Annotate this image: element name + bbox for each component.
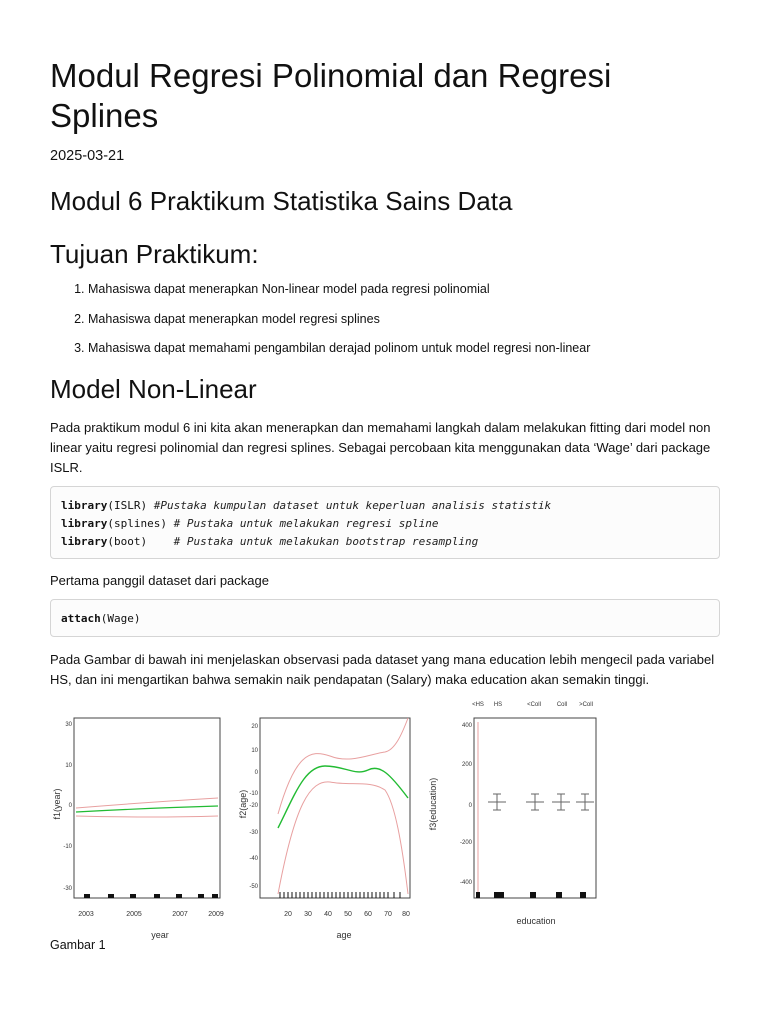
intro-paragraph: Pada praktikum modul 6 ini kita akan menerapkan dan memahami langkah dalam melakukan fitting dari model non linear yaitu regresi polinomial dan regresi splines. Sebagai percobaan kita menggunakan data ‘Wage’ dari package ISLR. xyxy=(50,420,711,475)
document-date: 2025-03-21 xyxy=(50,148,125,164)
x-tick-label: 50 xyxy=(344,911,352,918)
rug-marks xyxy=(476,892,586,898)
x-axis-label: age xyxy=(336,930,352,940)
y-tick-label: 10 xyxy=(65,763,72,769)
y-tick-label: 0 xyxy=(254,770,258,776)
x-axis-label: education xyxy=(516,916,556,926)
y-tick-label: 200 xyxy=(461,762,472,768)
x-axis-label: year xyxy=(151,930,169,940)
figure-caption: Gambar 1 xyxy=(50,938,106,952)
category-label: <HS xyxy=(472,702,484,708)
category-label: HS xyxy=(493,702,503,708)
page-title: Modul Regresi Polinomial dan Regresi Splines xyxy=(50,57,612,134)
dataset-paragraph: Pertama panggil dataset dari package xyxy=(50,573,269,588)
x-tick-label: 80 xyxy=(402,911,410,918)
category-estimates xyxy=(488,794,594,810)
y-tick-label: 0 xyxy=(468,803,472,809)
category-label: Coll xyxy=(556,702,568,708)
x-tick-label: 20 xyxy=(284,911,292,918)
section-heading-model: Model Non-Linear xyxy=(50,374,257,404)
y-tick-label: -10 xyxy=(63,844,72,850)
list-item: 2. Mahasiswa dapat menerapkan model regresi splines xyxy=(88,311,590,341)
x-tick-label: 2003 xyxy=(78,911,94,918)
category-label: >Coll xyxy=(579,702,593,708)
code-line: attach(Wage) xyxy=(61,612,141,625)
panel-education xyxy=(428,702,596,926)
panel-age xyxy=(238,718,410,940)
x-tick-label: 70 xyxy=(384,911,392,918)
y-tick-label: -200 xyxy=(459,840,472,846)
y-axis-label: f3(education) xyxy=(428,777,438,831)
code-block-attach[interactable] xyxy=(50,599,720,637)
figure-description-paragraph: Pada Gambar di bawah ini menjelaskan observasi pada dataset yang mana education lebih mengecil pada variabel HS, dan ini mengartikan bahwa semakin naik pendapatan (Salary) maka education akan semakin tinggi. xyxy=(50,652,715,687)
confidence-band-lower xyxy=(76,816,218,817)
rug-marks xyxy=(84,894,218,898)
panel-year xyxy=(52,718,224,940)
y-tick-label: -20 xyxy=(249,803,258,809)
objectives-list xyxy=(50,281,590,370)
section-heading-tujuan: Tujuan Praktikum: xyxy=(50,239,259,269)
list-item: 1. Mahasiswa dapat menerapkan Non-linear model pada regresi polinomial xyxy=(88,281,590,311)
y-tick-label: 30 xyxy=(65,722,72,728)
y-tick-label: 0 xyxy=(68,803,72,809)
code-line: library(ISLR) #Pustaka kumpulan dataset untuk keperluan analisis statistik xyxy=(61,499,552,512)
y-tick-label: 20 xyxy=(251,724,258,730)
y-tick-label: -400 xyxy=(459,880,472,886)
module-subtitle: Modul 6 Praktikum Statistika Sains Data xyxy=(50,186,513,216)
x-tick-label: 2007 xyxy=(172,911,188,918)
y-tick-label: -10 xyxy=(249,791,258,797)
x-tick-label: 2005 xyxy=(126,911,142,918)
y-axis-label: f1(year) xyxy=(52,788,62,820)
y-tick-label: 400 xyxy=(461,723,472,729)
code-line: library(splines) # Pustaka untuk melakukan regresi spline xyxy=(61,517,439,530)
y-axis-label: f2(age) xyxy=(238,789,248,819)
y-tick-label: -30 xyxy=(63,886,72,892)
y-tick-label: -40 xyxy=(249,856,258,862)
confidence-band-lower xyxy=(278,782,408,894)
code-line: library(boot) # Pustaka untuk melakukan bootstrap resampling xyxy=(61,535,479,548)
gam-figure xyxy=(50,694,720,942)
rug-marks xyxy=(280,892,400,898)
list-item: 3. Mahasiswa dapat memahami pengambilan derajad polinom untuk model regresi non-linear xyxy=(88,340,590,370)
y-tick-label: -50 xyxy=(249,884,258,890)
y-tick-label: -30 xyxy=(249,830,258,836)
x-tick-label: 60 xyxy=(364,911,372,918)
y-tick-label: 10 xyxy=(251,748,258,754)
x-tick-label: 40 xyxy=(324,911,332,918)
confidence-band-upper xyxy=(278,718,408,814)
fitted-curve xyxy=(76,806,218,812)
code-block-libraries[interactable] xyxy=(50,486,720,559)
x-tick-label: 2009 xyxy=(208,911,224,918)
x-tick-label: 30 xyxy=(304,911,312,918)
category-label: <Coll xyxy=(527,702,541,708)
